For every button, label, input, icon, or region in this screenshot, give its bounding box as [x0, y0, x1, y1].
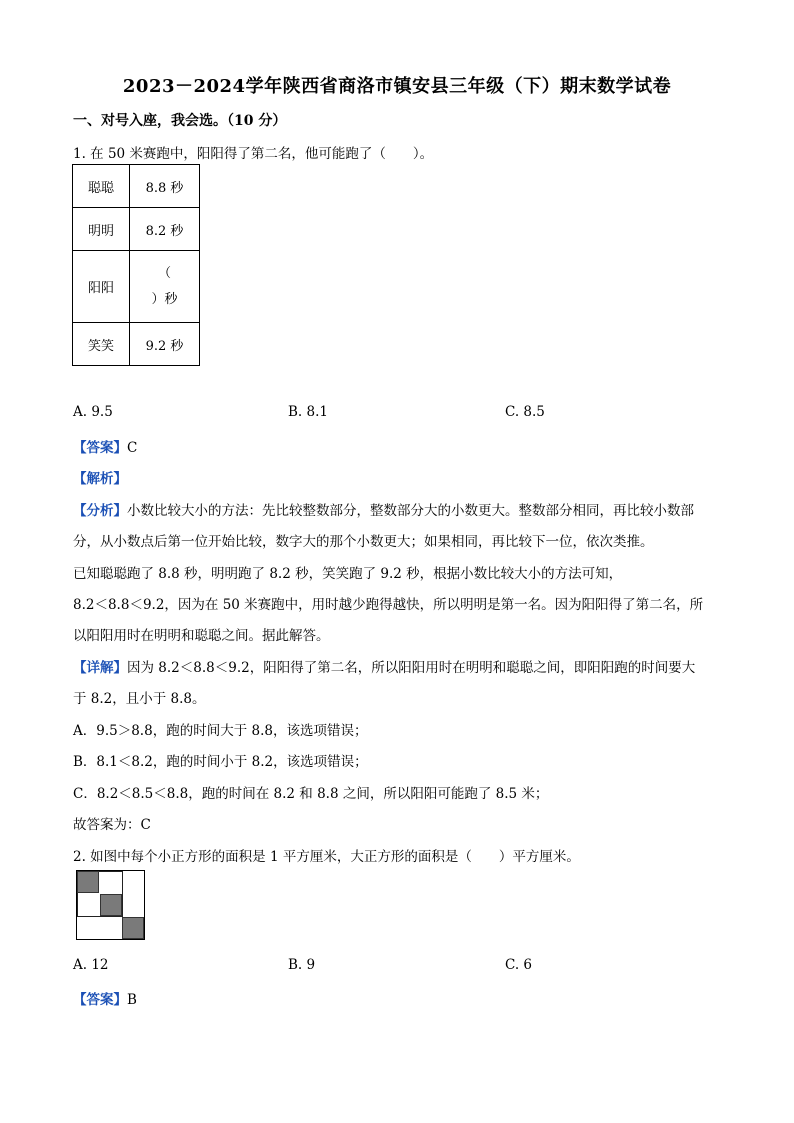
table-cell-name: 明明 — [73, 208, 130, 251]
fenxi-text: 小数比较大小的方法：先比较整数部分，整数部分大的小数更大。整数部分相同，再比较小数部 — [127, 503, 694, 519]
q1-answer — [73, 436, 137, 456]
answer-value: C — [127, 440, 138, 456]
table-cell-time: 9.2 秒 — [130, 323, 200, 366]
section-heading: 一、对号入座，我会选。（10 分） — [73, 113, 287, 129]
race-time-table — [72, 164, 200, 366]
fenxi-tag: 【分析】 — [73, 503, 127, 519]
table-cell-name: 阳阳 — [73, 251, 130, 323]
question-2-stem: 2. 如图中每个小正方形的面积是 1 平方厘米，大正方形的面积是（ ）平方厘米。 — [73, 849, 580, 865]
answer-tag: 【答案】 — [73, 440, 127, 456]
table-cell-name: 笑笑 — [73, 323, 130, 366]
q1-check-a: A．9.5＞8.8，跑的时间大于 8.8，该选项错误； — [73, 723, 368, 739]
q1-fenxi-line-1 — [73, 499, 694, 519]
square-figure — [76, 870, 145, 940]
q1-fenxi-line-3: 已知聪聪跑了 8.8 秒，明明跑了 8.2 秒，笑笑跑了 9.2 秒，根据小数比较大小的方法可知， — [73, 566, 623, 582]
answer-tag: 【答案】 — [73, 992, 127, 1008]
q1-option-b: B. 8.1 — [288, 404, 328, 420]
xiangjie-text: 因为 8.2＜8.8＜9.2，阳阳得了第二名，所以阳阳用时在明明和聪聪之间，即阳阳跑的时间要大 — [127, 660, 696, 676]
table-cell-time: 8.8 秒 — [130, 165, 200, 208]
table-cell-time: 8.2 秒 — [130, 208, 200, 251]
q1-option-a: A. 9.5 — [73, 404, 113, 420]
xiangjie-tag: 【详解】 — [73, 660, 127, 676]
table-row — [73, 323, 200, 366]
table-row — [73, 251, 200, 323]
shaded-small-square — [77, 871, 99, 893]
q1-fenxi-line-5: 以阳阳用时在明明和聪聪之间。据此解答。 — [73, 628, 330, 644]
q2-option-b: B. 9 — [288, 957, 316, 973]
q1-analysis-heading — [73, 467, 127, 487]
page-title: 2023－2024学年陕西省商洛市镇安县三年级（下）期末数学试卷 — [122, 76, 672, 97]
analysis-tag: 【解析】 — [73, 471, 127, 487]
q1-fenxi-line-2: 分，从小数点后第一位开始比较，数字大的那个小数更大；如果相同，再比较下一位，依次类推。 — [73, 534, 654, 550]
q1-fenxi-line-4: 8.2＜8.8＜9.2，因为在 50 米赛跑中，用时越少跑得越快，所以明明是第一名。因为阳阳得了第二名，所 — [73, 597, 704, 613]
q1-xiangjie-line-2: 于 8.2，且小于 8.8。 — [73, 691, 206, 707]
shaded-small-square — [122, 917, 144, 939]
question-1-stem: 1. 在 50 米赛跑中，阳阳得了第二名，他可能跑了（ ）。 — [73, 146, 434, 162]
table-cell-time-line1: （ — [157, 265, 171, 281]
q1-xiangjie-line-1 — [73, 656, 695, 676]
table-row — [73, 208, 200, 251]
shaded-small-square — [100, 894, 122, 916]
answer-value: B — [127, 992, 137, 1008]
q2-option-a: A. 12 — [73, 957, 109, 973]
q1-check-b: B．8.1＜8.2，跑的时间小于 8.2，该选项错误； — [73, 754, 368, 770]
q2-answer — [73, 988, 137, 1008]
q1-option-c: C. 8.5 — [505, 404, 545, 420]
q1-check-c: C．8.2＜8.5＜8.8，跑的时间在 8.2 和 8.8 之间，所以阳阳可能跑了 8.5 米； — [73, 786, 549, 802]
q1-conclusion: 故答案为：C — [73, 817, 151, 833]
table-cell-time-blank — [130, 251, 200, 323]
table-cell-name: 聪聪 — [73, 165, 130, 208]
q2-option-c: C. 6 — [505, 957, 533, 973]
table-row — [73, 165, 200, 208]
table-cell-time-line2: ）秒 — [151, 291, 178, 307]
